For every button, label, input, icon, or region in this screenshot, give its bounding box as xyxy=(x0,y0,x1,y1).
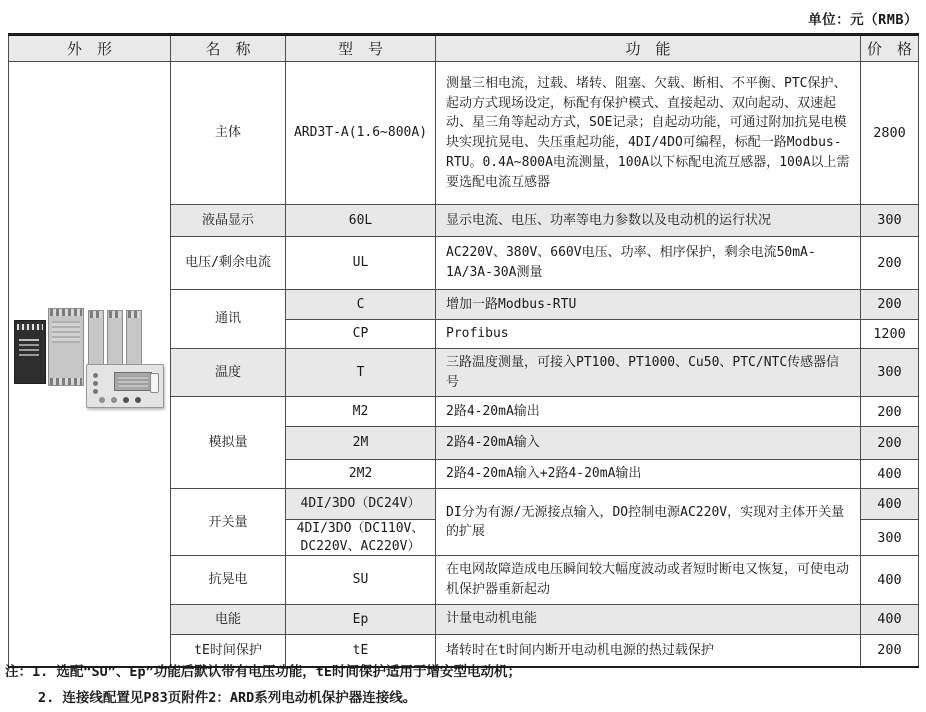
din-module-dark xyxy=(14,320,46,384)
price-cell: 1200 xyxy=(861,320,919,349)
header-function: 功 能 xyxy=(436,35,861,62)
name-cell: tE时间保护 xyxy=(171,634,286,667)
model-cell: SU xyxy=(286,556,436,605)
model-cell: 4DI/3DO（DC110V、DC220V、AC220V） xyxy=(286,520,436,556)
function-cell: 堵转时在t时间内断开电动机电源的热过载保护 xyxy=(436,634,861,667)
model-cell: Ep xyxy=(286,604,436,634)
header-appearance: 外 形 xyxy=(9,35,171,62)
table-row xyxy=(9,62,919,205)
header-name: 名 称 xyxy=(171,35,286,62)
name-cell: 主体 xyxy=(171,62,286,205)
panel-rocker-button xyxy=(150,373,159,393)
price-cell: 200 xyxy=(861,397,919,427)
price-cell: 300 xyxy=(861,520,919,556)
model-cell: UL xyxy=(286,237,436,290)
model-cell: M2 xyxy=(286,397,436,427)
price-table xyxy=(8,33,919,668)
model-cell: T xyxy=(286,348,436,397)
panel-buttons xyxy=(99,397,105,403)
product-photo xyxy=(9,304,170,424)
price-cell: 300 xyxy=(861,205,919,237)
function-cell: 2路4-20mA输入 xyxy=(436,427,861,460)
name-cell: 通讯 xyxy=(171,290,286,349)
price-cell: 200 xyxy=(861,427,919,460)
display-panel xyxy=(86,364,164,408)
name-cell: 液晶显示 xyxy=(171,205,286,237)
appearance-cell xyxy=(9,62,171,668)
name-cell: 温度 xyxy=(171,348,286,397)
name-cell: 电压/剩余电流 xyxy=(171,237,286,290)
din-module-large xyxy=(48,308,84,386)
price-cell: 200 xyxy=(861,237,919,290)
function-cell: 三路温度测量，可接入PT100、PT1000、Cu50、PTC/NTC传感器信号 xyxy=(436,348,861,397)
model-cell: 2M2 xyxy=(286,460,436,489)
unit-label: 单位：元（RMB） xyxy=(808,12,918,28)
function-cell: AC220V、380V、660V电压、功率、相序保护，剩余电流50mA-1A/3A-30A测量 xyxy=(436,237,861,290)
function-cell: 测量三相电流，过载、堵转、阻塞、欠载、断相、不平衡、PTC保护、起动方式现场设定，标配有保护模式、直接起动、双向起动、双速起动、星三角等起动方式，SOE记录；自起动功能，可通过附加抗晃电模块实现抗晃电、失压重起功能，4DI/4DO可编程，标配一路Modbus-RTU。0.4A~800A电流测量，100A以下标配电流互感器，100A以上需要选配电流互感器 xyxy=(436,62,861,205)
price-cell: 200 xyxy=(861,290,919,320)
function-cell: 显示电流、电压、功率等电力参数以及电动机的运行状况 xyxy=(436,205,861,237)
model-cell: CP xyxy=(286,320,436,349)
price-cell: 300 xyxy=(861,348,919,397)
model-cell: 60L xyxy=(286,205,436,237)
lcd-screen xyxy=(114,372,152,391)
name-cell: 电能 xyxy=(171,604,286,634)
header-price: 价 格 xyxy=(861,35,919,62)
function-cell: 增加一路Modbus-RTU xyxy=(436,290,861,320)
price-cell: 400 xyxy=(861,604,919,634)
price-cell: 400 xyxy=(861,489,919,520)
price-cell: 2800 xyxy=(861,62,919,205)
name-cell: 抗晃电 xyxy=(171,556,286,605)
model-cell: tE xyxy=(286,634,436,667)
price-cell: 200 xyxy=(861,634,919,667)
function-cell: 计量电动机电能 xyxy=(436,604,861,634)
model-cell: 2M xyxy=(286,427,436,460)
model-cell: 4DI/3DO（DC24V） xyxy=(286,489,436,520)
function-cell: Profibus xyxy=(436,320,861,349)
header-model: 型 号 xyxy=(286,35,436,62)
name-cell: 模拟量 xyxy=(171,397,286,489)
table-header-row xyxy=(9,35,919,62)
function-cell: 2路4-20mA输入+2路4-20mA输出 xyxy=(436,460,861,489)
model-cell: ARD3T-A(1.6~800A) xyxy=(286,62,436,205)
status-leds xyxy=(93,373,98,378)
price-cell: 400 xyxy=(861,556,919,605)
footnotes xyxy=(5,660,521,711)
model-cell: C xyxy=(286,290,436,320)
function-cell: 2路4-20mA输出 xyxy=(436,397,861,427)
price-cell: 400 xyxy=(861,460,919,489)
footnote-2: 2. 连接线配置见P83页附件2：ARD系列电动机保护器连接线。 xyxy=(38,689,417,706)
function-cell: 在电网故障造成电压瞬间较大幅度波动或者短时断电又恢复，可使电动机保护器重新起动 xyxy=(436,556,861,605)
name-cell: 开关量 xyxy=(171,489,286,556)
footnote-1: 注：1. 选配“SU”、Ep”功能后默认带有电压功能，tE时间保护适用于增安型电动机； xyxy=(5,664,522,680)
function-cell: DI分为有源/无源接点输入，DO控制电源AC220V，实现对主体开关量的扩展 xyxy=(436,489,861,556)
